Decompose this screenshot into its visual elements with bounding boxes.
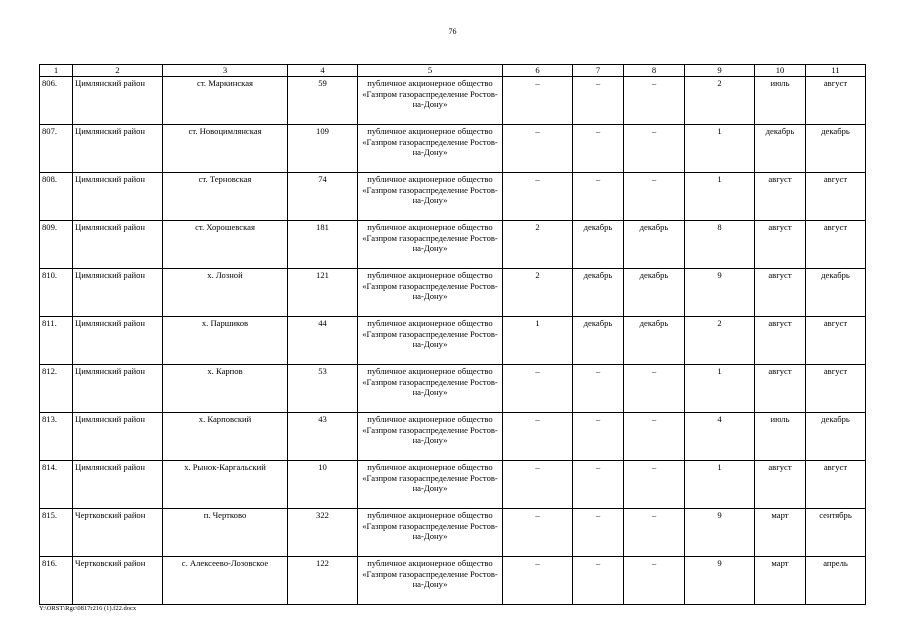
cell-district: Чертковский район — [73, 557, 163, 605]
cell-col-7: декабрь — [573, 269, 624, 317]
column-header-3: 3 — [163, 65, 288, 77]
cell-col-6: – — [503, 173, 573, 221]
cell-col-11: август — [806, 365, 866, 413]
cell-col-6: 2 — [503, 221, 573, 269]
cell-organization: публичное акционерное общество «Газпром газораспределение Ростов-на-Дону» — [358, 125, 503, 173]
cell-settlement: ст. Терновская — [163, 173, 288, 221]
cell-col-10: август — [755, 461, 806, 509]
cell-district: Цимлянский район — [73, 221, 163, 269]
cell-col-11: декабрь — [806, 413, 866, 461]
cell-col-6: 2 — [503, 269, 573, 317]
column-header-2: 2 — [73, 65, 163, 77]
cell-row-number: 810. — [40, 269, 73, 317]
cell-col-7: – — [573, 173, 624, 221]
column-header-11: 11 — [806, 65, 866, 77]
cell-col-7: – — [573, 509, 624, 557]
cell-row-number: 809. — [40, 221, 73, 269]
cell-col-8: декабрь — [624, 317, 685, 365]
cell-col-11: апрель — [806, 557, 866, 605]
column-header-10: 10 — [755, 65, 806, 77]
table-row — [40, 461, 866, 509]
cell-col-6: – — [503, 461, 573, 509]
cell-row-number: 815. — [40, 509, 73, 557]
table-row — [40, 365, 866, 413]
cell-quantity: 44 — [288, 317, 358, 365]
cell-col-10: август — [755, 173, 806, 221]
cell-col-8: – — [624, 77, 685, 125]
cell-col-9: 8 — [685, 221, 755, 269]
cell-quantity: 59 — [288, 77, 358, 125]
cell-col-11: август — [806, 173, 866, 221]
cell-organization: публичное акционерное общество «Газпром газораспределение Ростов-на-Дону» — [358, 557, 503, 605]
cell-row-number: 813. — [40, 413, 73, 461]
cell-col-10: июль — [755, 77, 806, 125]
cell-district: Цимлянский район — [73, 365, 163, 413]
cell-col-7: – — [573, 557, 624, 605]
cell-col-8: – — [624, 413, 685, 461]
cell-organization: публичное акционерное общество «Газпром газораспределение Ростов-на-Дону» — [358, 173, 503, 221]
column-header-5: 5 — [358, 65, 503, 77]
cell-district: Цимлянский район — [73, 269, 163, 317]
cell-col-7: – — [573, 461, 624, 509]
cell-row-number: 816. — [40, 557, 73, 605]
cell-row-number: 811. — [40, 317, 73, 365]
cell-col-7: – — [573, 365, 624, 413]
cell-row-number: 808. — [40, 173, 73, 221]
column-header-9: 9 — [685, 65, 755, 77]
cell-col-8: – — [624, 365, 685, 413]
cell-col-10: август — [755, 365, 806, 413]
column-header-6: 6 — [503, 65, 573, 77]
cell-col-9: 1 — [685, 461, 755, 509]
cell-col-10: август — [755, 269, 806, 317]
table-row — [40, 413, 866, 461]
cell-district: Цимлянский район — [73, 461, 163, 509]
table-row — [40, 77, 866, 125]
cell-col-8: декабрь — [624, 269, 685, 317]
cell-organization: публичное акционерное общество «Газпром газораспределение Ростов-на-Дону» — [358, 317, 503, 365]
cell-row-number: 806. — [40, 77, 73, 125]
table-row — [40, 557, 866, 605]
cell-col-11: август — [806, 221, 866, 269]
cell-quantity: 181 — [288, 221, 358, 269]
cell-col-10: август — [755, 317, 806, 365]
cell-settlement: х. Лозной — [163, 269, 288, 317]
cell-col-9: 1 — [685, 125, 755, 173]
cell-organization: публичное акционерное общество «Газпром газораспределение Ростов-на-Дону» — [358, 269, 503, 317]
cell-col-11: август — [806, 461, 866, 509]
cell-district: Цимлянский район — [73, 317, 163, 365]
cell-quantity: 53 — [288, 365, 358, 413]
cell-col-6: – — [503, 557, 573, 605]
cell-settlement: с. Алексеево-Лозовское — [163, 557, 288, 605]
column-header-1: 1 — [40, 65, 73, 77]
page-number: 76 — [448, 27, 457, 36]
cell-col-9: 9 — [685, 557, 755, 605]
cell-col-9: 1 — [685, 173, 755, 221]
cell-col-9: 9 — [685, 509, 755, 557]
cell-row-number: 814. — [40, 461, 73, 509]
cell-col-11: декабрь — [806, 269, 866, 317]
cell-col-9: 2 — [685, 77, 755, 125]
footer-file-path: Y:\ORST\Rgc\0817r216 (1).f22.docx — [39, 605, 137, 612]
cell-col-7: – — [573, 125, 624, 173]
cell-col-6: – — [503, 413, 573, 461]
cell-col-9: 2 — [685, 317, 755, 365]
cell-quantity: 10 — [288, 461, 358, 509]
table-row — [40, 317, 866, 365]
cell-col-6: – — [503, 77, 573, 125]
cell-col-8: – — [624, 557, 685, 605]
table-row — [40, 509, 866, 557]
cell-col-7: декабрь — [573, 317, 624, 365]
cell-col-8: – — [624, 173, 685, 221]
cell-organization: публичное акционерное общество «Газпром газораспределение Ростов-на-Дону» — [358, 365, 503, 413]
cell-quantity: 122 — [288, 557, 358, 605]
cell-organization: публичное акционерное общество «Газпром газораспределение Ростов-на-Дону» — [358, 413, 503, 461]
cell-col-6: – — [503, 365, 573, 413]
column-header-4: 4 — [288, 65, 358, 77]
table-row — [40, 269, 866, 317]
cell-col-6: 1 — [503, 317, 573, 365]
cell-col-7: – — [573, 77, 624, 125]
cell-district: Цимлянский район — [73, 77, 163, 125]
cell-district: Цимлянский район — [73, 125, 163, 173]
cell-district: Цимлянский район — [73, 173, 163, 221]
cell-settlement: ст. Маркинская — [163, 77, 288, 125]
cell-col-9: 9 — [685, 269, 755, 317]
cell-settlement: х. Карповский — [163, 413, 288, 461]
cell-settlement: х. Рынок-Каргальский — [163, 461, 288, 509]
table-body — [40, 77, 866, 605]
cell-col-8: – — [624, 461, 685, 509]
cell-quantity: 43 — [288, 413, 358, 461]
cell-row-number: 812. — [40, 365, 73, 413]
cell-quantity: 322 — [288, 509, 358, 557]
cell-col-6: – — [503, 125, 573, 173]
cell-col-10: март — [755, 557, 806, 605]
cell-col-8: декабрь — [624, 221, 685, 269]
cell-organization: публичное акционерное общество «Газпром газораспределение Ростов-на-Дону» — [358, 77, 503, 125]
cell-organization: публичное акционерное общество «Газпром газораспределение Ростов-на-Дону» — [358, 461, 503, 509]
cell-col-10: март — [755, 509, 806, 557]
cell-settlement: х. Карпов — [163, 365, 288, 413]
data-table — [39, 64, 866, 605]
cell-district: Чертковский район — [73, 509, 163, 557]
cell-col-10: август — [755, 221, 806, 269]
cell-col-6: – — [503, 509, 573, 557]
cell-settlement: х. Паршиков — [163, 317, 288, 365]
column-header-7: 7 — [573, 65, 624, 77]
column-header-8: 8 — [624, 65, 685, 77]
cell-settlement: ст. Хорошевская — [163, 221, 288, 269]
cell-settlement: ст. Новоцимлянская — [163, 125, 288, 173]
cell-organization: публичное акционерное общество «Газпром газораспределение Ростов-на-Дону» — [358, 509, 503, 557]
cell-district: Цимлянский район — [73, 413, 163, 461]
cell-col-8: – — [624, 509, 685, 557]
cell-col-11: сентябрь — [806, 509, 866, 557]
cell-settlement: п. Чертково — [163, 509, 288, 557]
cell-quantity: 74 — [288, 173, 358, 221]
cell-col-9: 4 — [685, 413, 755, 461]
cell-col-8: – — [624, 125, 685, 173]
cell-col-7: – — [573, 413, 624, 461]
header-row — [40, 65, 866, 77]
cell-col-11: август — [806, 317, 866, 365]
cell-row-number: 807. — [40, 125, 73, 173]
table-row — [40, 221, 866, 269]
cell-col-11: декабрь — [806, 125, 866, 173]
cell-quantity: 109 — [288, 125, 358, 173]
table-row — [40, 125, 866, 173]
cell-quantity: 121 — [288, 269, 358, 317]
cell-organization: публичное акционерное общество «Газпром газораспределение Ростов-на-Дону» — [358, 221, 503, 269]
cell-col-11: август — [806, 77, 866, 125]
cell-col-9: 1 — [685, 365, 755, 413]
table-row — [40, 173, 866, 221]
cell-col-10: июль — [755, 413, 806, 461]
cell-col-10: декабрь — [755, 125, 806, 173]
cell-col-7: декабрь — [573, 221, 624, 269]
